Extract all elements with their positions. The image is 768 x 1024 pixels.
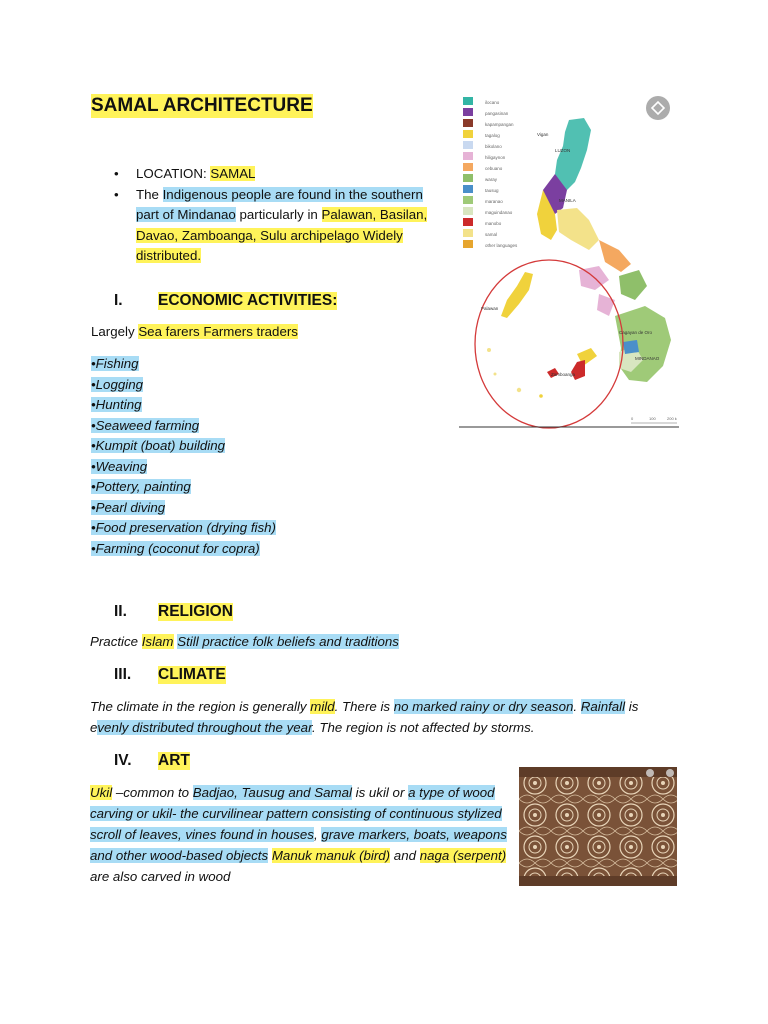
legend-label: tagalog (485, 133, 500, 138)
economic-lead-highlight: Sea farers Farmers traders (138, 324, 298, 339)
legend-label: other languages (485, 243, 518, 248)
art-highlight: Manuk manuk (bird) (271, 848, 391, 863)
place-label: Vigan (537, 132, 549, 137)
economic-lead-text: Largely (91, 324, 139, 339)
climate-highlight: venly distributed throughout the year (97, 720, 313, 735)
climate-highlight: mild (310, 699, 335, 714)
art-part: is ukil or (351, 785, 409, 800)
bullet-location (114, 164, 444, 185)
list-item: •Pearl diving (91, 499, 166, 515)
legend-label: maguindanao (485, 210, 513, 215)
expand-icon[interactable] (646, 96, 670, 120)
legend-label: manobo (485, 221, 502, 226)
art-highlight: naga (serpent) (419, 848, 507, 863)
climate-paragraph (90, 696, 670, 738)
legend-label: maranao (485, 199, 503, 204)
climate-part: The climate in the region is generally (90, 699, 311, 714)
section-number: I. (114, 292, 123, 309)
section-title-art: ART (158, 752, 190, 769)
art-part: and (390, 848, 420, 863)
section-number: IV. (114, 752, 132, 769)
list-item: •Farming (coconut for copra) (91, 540, 260, 556)
legend-label: kapampangan (485, 122, 514, 127)
section-title-climate: CLIMATE (158, 666, 226, 683)
bullet-dot-icon: • (114, 186, 119, 202)
scale-label: 200 k (667, 416, 677, 421)
legend-label: hiligaynon (485, 155, 506, 160)
place-label: MINDANAO (635, 356, 660, 361)
list-item: •Food preservation (drying fish) (91, 520, 276, 535)
section-number: II. (114, 603, 127, 620)
close-icon[interactable] (646, 769, 654, 777)
intro-highlight-people: Indigenous people are found in the southern part of Mindanao (136, 186, 423, 222)
legend-label: ilocano (485, 100, 500, 105)
economic-lead (91, 322, 298, 343)
religion-highlight-folk: Still practice folk beliefs and traditions (177, 634, 399, 649)
art-part: , (313, 827, 322, 842)
legend-label: waray (485, 177, 498, 182)
legend-label: samal (485, 232, 498, 237)
intro-part: particularly in (235, 207, 322, 222)
bullet-intro (114, 185, 444, 267)
place-label: Zamboanga (551, 372, 576, 377)
art-highlight: Badjao, Tausug and Samal (192, 785, 352, 800)
climate-part: . The region is not affected by storms. (312, 720, 535, 735)
place-label: LUZON (555, 148, 571, 153)
climate-highlight: no marked rainy or dry season (393, 699, 574, 714)
art-part: –common to (112, 785, 193, 800)
info-icon[interactable] (666, 769, 674, 777)
list-item: •Weaving (91, 458, 148, 474)
list-item: •Fishing (91, 356, 139, 371)
section-number: III. (114, 666, 132, 683)
intro-text (136, 185, 444, 267)
list-item: •Logging (91, 376, 143, 392)
art-highlight: Ukil (90, 785, 113, 800)
art-paragraph (90, 782, 512, 887)
climate-part: . There is (334, 699, 394, 714)
location-line (136, 164, 255, 185)
philippines-language-map (459, 90, 681, 430)
economic-activities-list (91, 354, 276, 559)
list-item: •Hunting (91, 397, 142, 412)
art-part: are also carved in wood (90, 869, 231, 884)
place-label: MANILA (559, 198, 576, 203)
wood-carving-image (519, 767, 677, 886)
location-label: LOCATION: (136, 166, 211, 181)
section-title-religion: RELIGION (158, 603, 233, 620)
religion-part: Practice (90, 634, 142, 649)
page-title: SAMAL ARCHITECTURE (91, 95, 313, 116)
legend-label: pangasinan (485, 111, 509, 116)
section-title-economic: ECONOMIC ACTIVITIES: (158, 292, 338, 309)
place-label: Cagayan de Oro (619, 330, 653, 335)
legend-label: cebuano (485, 166, 503, 171)
climate-highlight: Rainfall (580, 699, 626, 714)
place-label: Palawan (481, 306, 499, 311)
list-item: •Seaweed farming (91, 417, 200, 433)
climate-part: is e (90, 699, 639, 735)
legend-label: tausug (485, 188, 499, 193)
art-highlight: grave markers, boats, weapons and other wood-based objects (90, 827, 507, 863)
intro-bullets (114, 164, 444, 267)
location-value: SAMAL (210, 166, 256, 181)
religion-highlight-islam: Islam (141, 634, 174, 649)
climate-part: . (573, 699, 581, 714)
art-highlight: a type of wood carving or ukil- the curvilinear pattern consisting of continuous stylized scroll of leaves, vines found in houses (90, 785, 502, 842)
bullet-dot-icon: • (114, 166, 119, 181)
intro-part: The (136, 186, 163, 202)
intro-highlight-places: Palawan, Basilan, Davao, Zamboanga, Sulu archipelago Widely distributed. (136, 207, 428, 263)
legend-label: bikolano (485, 144, 502, 149)
list-item: •Kumpit (boat) building (91, 438, 226, 453)
religion-text (90, 632, 399, 653)
scale-label: 100 (649, 416, 656, 421)
scale-label: 0 (631, 416, 634, 421)
list-item: •Pottery, painting (91, 479, 191, 494)
